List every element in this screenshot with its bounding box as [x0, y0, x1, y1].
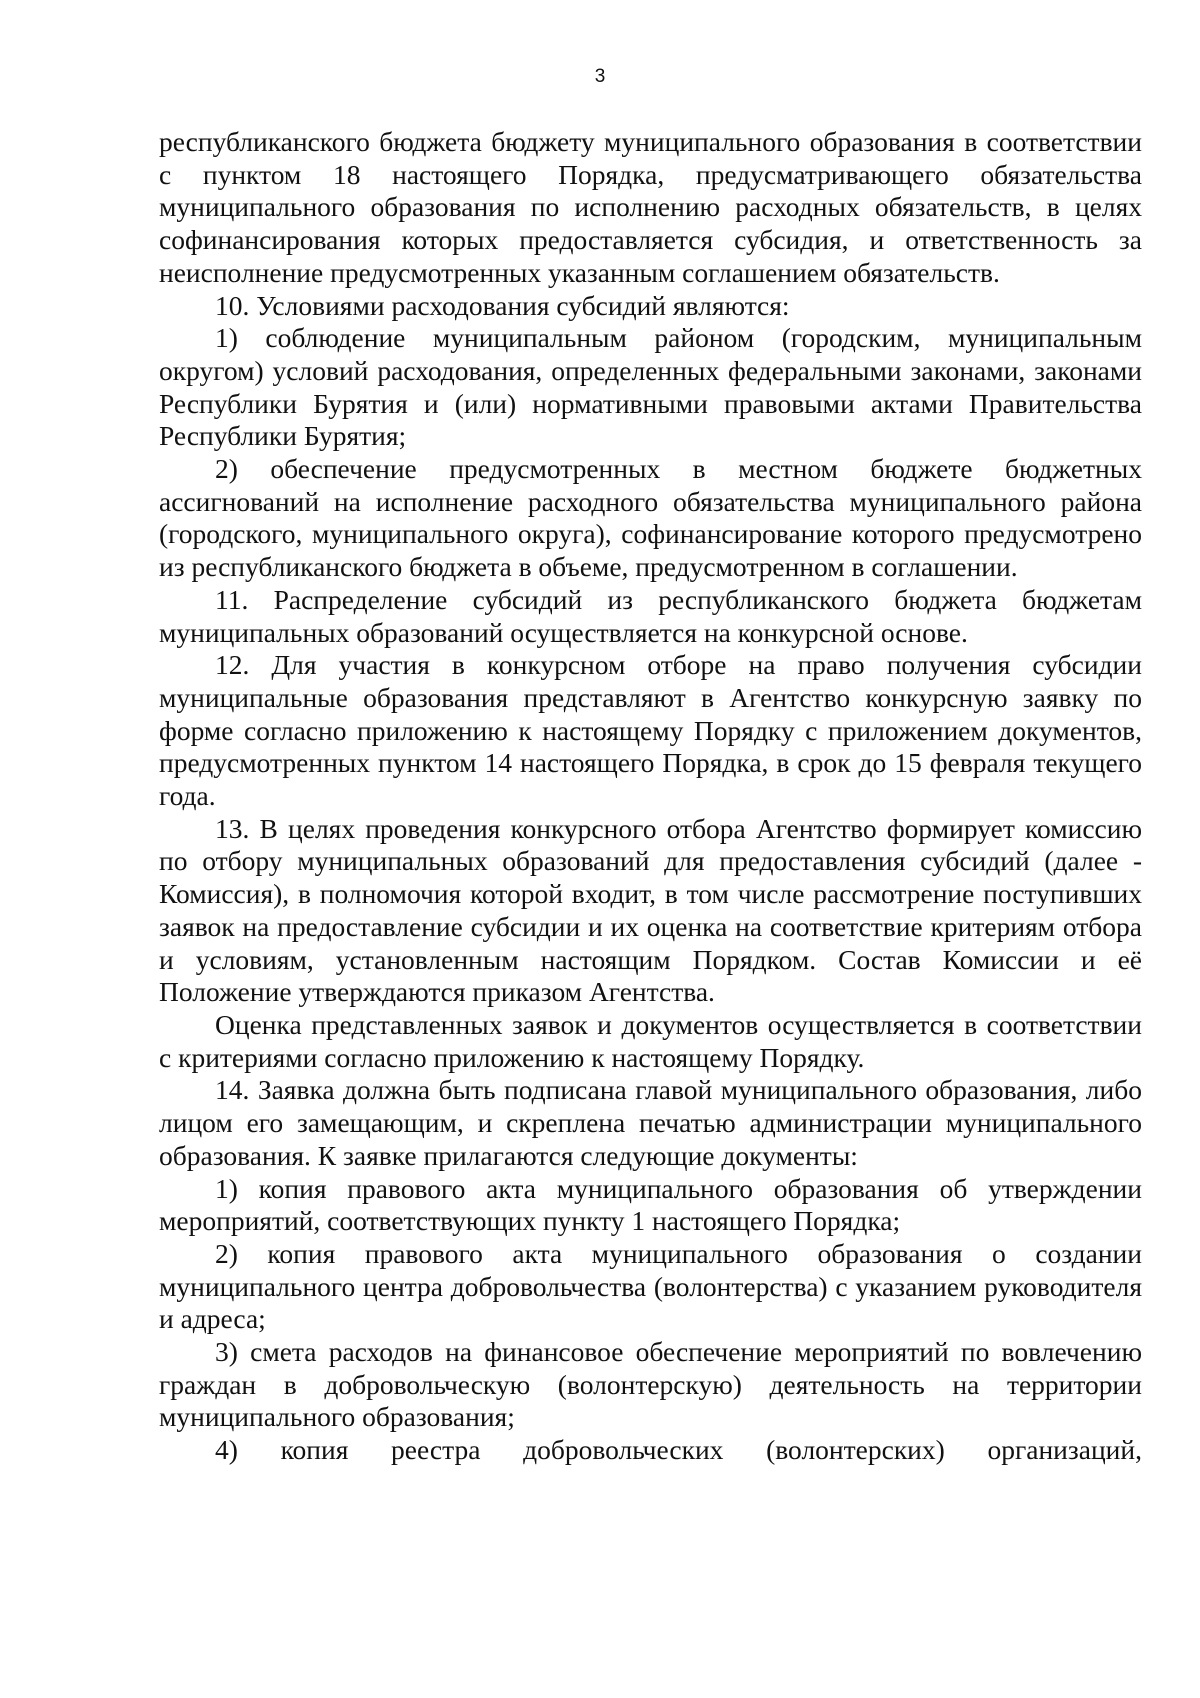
paragraph-item-10-1: 1) соблюдение муниципальным районом (городским, муниципальным округом) условий расходования, определенных федеральными законами, законами Республики Бурятия и (или) нормативными правовыми актами Правительства Республики Бурятия;: [159, 322, 1142, 452]
paragraph-item-14-3: 3) смета расходов на финансовое обеспечение мероприятий по вовлечению граждан в добровольческую (волонтерскую) деятельность на территории муниципального образования;: [159, 1336, 1142, 1433]
paragraph-item-14-2: 2) копия правового акта муниципального образования о создании муниципального центра добровольчества (волонтерства) с указанием руководителя и адреса;: [159, 1237, 1142, 1335]
paragraph-item-10: 10. Условиями расходования субсидий являются:: [215, 289, 790, 321]
paragraph-continuation: республиканского бюджета бюджету муниципального образования в соответствии с пунктом 18 настоящего Порядка, предусматривающего обязательства муниципального образования по исполнению расходных обязательств, в целях софинансирования которых предоставляется субсидия, и ответственность за неисполнение предусмотренных указанным соглашением обязательств.: [159, 126, 1142, 288]
document-body: [159, 126, 1142, 1467]
paragraph-item-14-4: 4) копия реестра добровольческих (волонтерских) организаций,: [215, 1434, 1142, 1466]
paragraph-item-14-1: 1) копия правового акта муниципального образования об утверждении мероприятий, соответствующих пункту 1 настоящего Порядка;: [159, 1172, 1142, 1237]
paragraph-evaluation: Оценка представленных заявок и документов осуществляется в соответствии с критериями согласно приложению к настоящему Порядку.: [159, 1008, 1142, 1073]
paragraph-item-13: 13. В целях проведения конкурсного отбора Агентство формирует комиссию по отбору муниципальных образований для предоставления субсидий (далее - Комиссия), в полномочия которой входит, в том числе рассмотрение поступивших заявок на предоставление субсидии и их оценка на соответствие критериям отбора и условиям, установленным настоящим Порядком. Состав Комиссии и её Положение утверждаются приказом Агентства.: [159, 812, 1142, 1008]
paragraph-item-10-2: 2) обеспечение предусмотренных в местном бюджете бюджетных ассигнований на исполнение расходного обязательства муниципального района (городского, муниципального округа), софинансирование которого предусмотрено из республиканского бюджета в объеме, предусмотренном в соглашении.: [159, 453, 1142, 583]
paragraph-item-14: 14. Заявка должна быть подписана главой муниципального образования, либо лицом его замещающим, и скреплена печатью администрации муниципального образования. К заявке прилагаются следующие документы:: [159, 1074, 1142, 1171]
page-number: 3: [594, 66, 606, 87]
paragraph-item-12: 12. Для участия в конкурсном отборе на право получения субсидии муниципальные образования представляют в Агентство конкурсную заявку по форме согласно приложению к настоящему Порядку с приложением документов, предусмотренных пунктом 14 настоящего Порядка, в срок до 15 февраля текущего года.: [159, 649, 1142, 812]
paragraph-item-11: 11. Распределение субсидий из республиканского бюджета бюджетам муниципальных образований осуществляется на конкурсной основе.: [159, 583, 1142, 648]
